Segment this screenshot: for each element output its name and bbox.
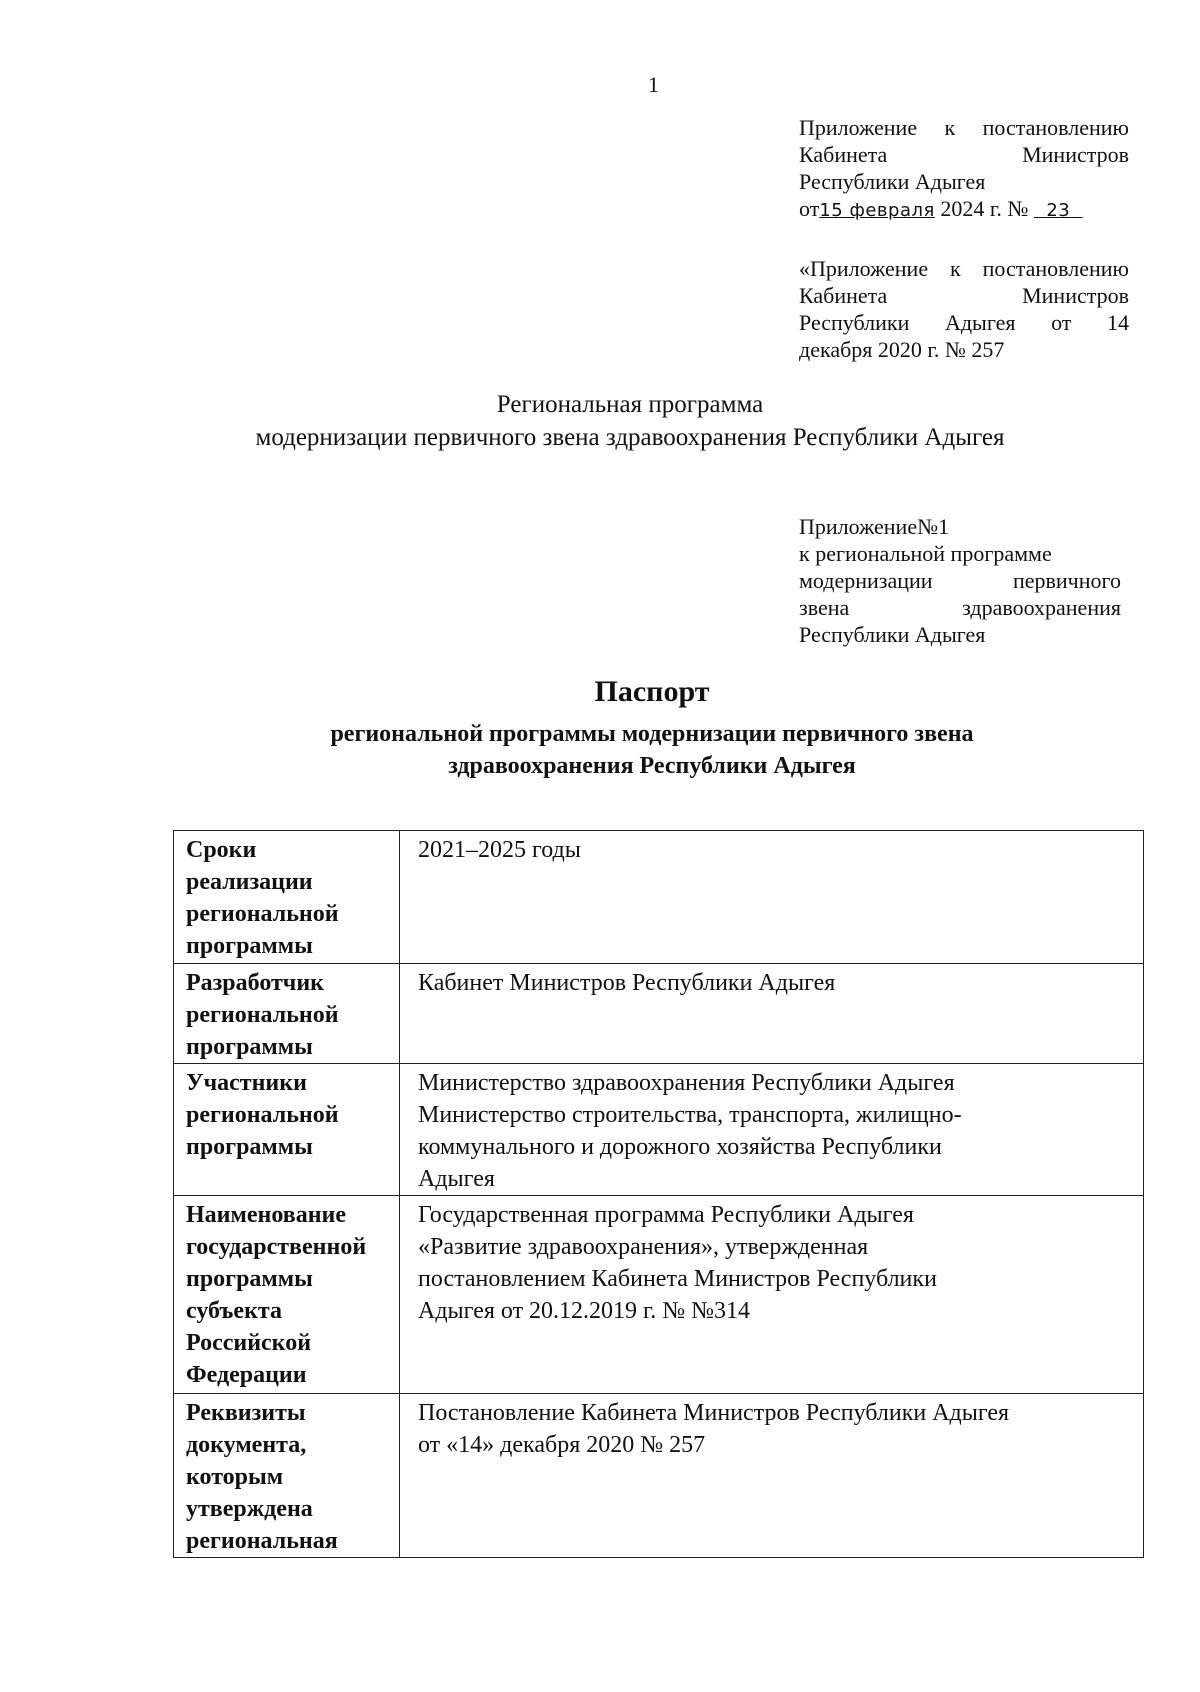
date-prefix: от [799, 196, 820, 221]
approval-date-line [799, 195, 1129, 222]
reference-line: Республики Адыгея от 14 [799, 310, 1129, 335]
row-value: Государственная программа Республики Адыгея «Развитие здравоохранения», утвержденная постановлением Кабинета Министров Республики Адыгея от 20.12.2019 г. № №314 [400, 1196, 1144, 1394]
approval-block [799, 114, 1129, 222]
row-label: Сроки реализации региональной программы [174, 831, 400, 964]
original-reference-block [799, 255, 1129, 363]
passport-subtitle-line1: региональной программы модернизации первичного звена [330, 721, 974, 747]
row-value: 2021–2025 годы [400, 831, 1144, 964]
approval-line: Республики Адыгея [799, 169, 986, 194]
annex-line: звена здравоохранения [799, 595, 1121, 620]
passport-table [173, 830, 1144, 1558]
table-row [174, 831, 1144, 964]
passport-subtitle-line2: здравоохранения Республики Адыгея [448, 753, 856, 779]
program-title-line2: модернизации первичного звена здравоохранения Республики Адыгея [255, 424, 1005, 451]
passport-title: Паспорт [594, 675, 710, 708]
handwritten-number: 23 [1046, 200, 1071, 221]
annex-line: Республики Адыгея [799, 622, 986, 647]
passport-subtitle [0, 718, 1200, 782]
reference-line: Кабинета Министров [799, 283, 1129, 308]
date-year: 2024 г. № [940, 196, 1029, 221]
row-label: Участники региональной программы [174, 1064, 400, 1196]
approval-line: Приложение к постановлению [799, 115, 1129, 140]
table-row [174, 964, 1144, 1064]
page-number: 1 [648, 72, 659, 97]
row-label: Разработчик региональной программы [174, 964, 400, 1064]
reference-line: «Приложение к постановлению [799, 256, 1129, 281]
table-row [174, 1394, 1144, 1558]
handwritten-date: 15 февраля [819, 200, 935, 221]
row-value: Постановление Кабинета Министров Республики Адыгея от «14» декабря 2020 № 257 [400, 1394, 1144, 1558]
annex-line: к региональной программе [799, 541, 1052, 566]
annex-line: модернизации первичного [799, 568, 1121, 593]
table-row [174, 1064, 1144, 1196]
annex-block [799, 513, 1121, 648]
row-label: Реквизиты документа, которым утверждена региональная [174, 1394, 400, 1558]
row-label: Наименование государственной программы субъекта Российской Федерации [174, 1196, 400, 1394]
table-row [174, 1196, 1144, 1394]
row-value: Министерство здравоохранения Республики Адыгея Министерство строительства, транспорта, жилищно- коммунального и дорожного хозяйства Республики Адыгея [400, 1064, 1144, 1196]
approval-line: Кабинета Министров [799, 142, 1129, 167]
reference-line: декабря 2020 г. № 257 [799, 337, 1005, 362]
annex-line: Приложение№1 [799, 514, 950, 539]
row-value: Кабинет Министров Республики Адыгея [400, 964, 1144, 1064]
program-title-line1: Региональная программа [496, 391, 764, 418]
